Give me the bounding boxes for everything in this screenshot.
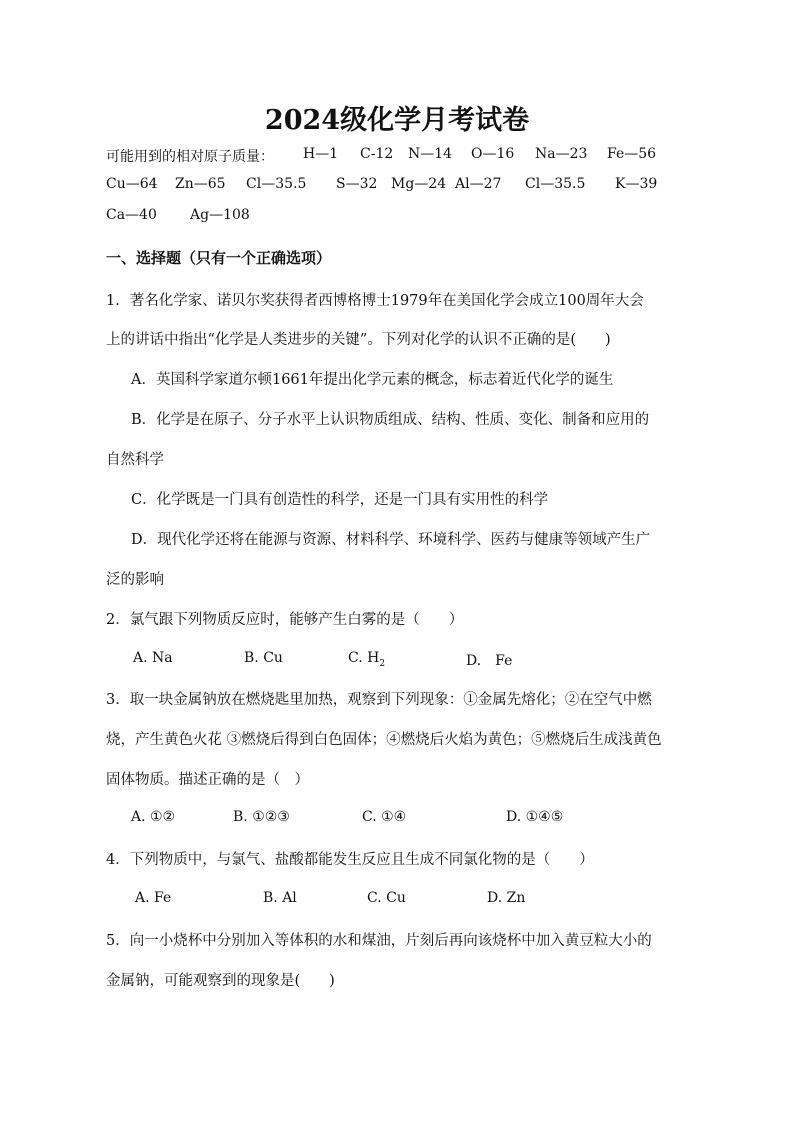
mass-zn: Zn—65: [175, 176, 226, 192]
mass-al: Al—27: [455, 176, 502, 192]
mass-fe: Fe—56: [607, 146, 657, 162]
q2-option-d: D. Fe: [466, 653, 513, 669]
q5-stem-line2: 金属钠，可能观察到的现象是( ): [106, 973, 335, 989]
mass-n: N—14: [408, 146, 453, 162]
q1-option-d-line2: 泛的影响: [106, 572, 164, 588]
q2-stem: 2．氯气跟下列物质反应时，能够产生白雾的是（ ）: [106, 612, 464, 628]
q4-stem: 4．下列物质中，与氯气、盐酸都能发生反应且生成不同氯化物的是（ ）: [106, 852, 594, 868]
q2-option-c: [348, 650, 385, 669]
q5-stem-line1: 5．向一小烧杯中分别加入等体积的水和煤油，片刻后再向该烧杯中加入黄豆粒大小的: [106, 933, 652, 949]
mass-c: C-12: [360, 146, 394, 162]
exam-title: 2024级化学月考试卷: [264, 105, 530, 136]
section-heading: 一、选择题（只有一个正确选项）: [106, 249, 332, 267]
q3-stem-line2: 烧，产生黄色火花 ③燃烧后得到白色固体；④燃烧后火焰为黄色；⑤燃烧后生成浅黄色: [106, 732, 662, 748]
q3-option-a: A. ①②: [131, 809, 176, 825]
q1-option-a: A．英国科学家道尔顿1661年提出化学元素的概念，标志着近代化学的诞生: [131, 372, 614, 388]
mass-cl: Cl—35.5: [246, 176, 307, 192]
q4-option-c: C. Cu: [367, 890, 406, 906]
mass-cl-2: Cl—35.5: [525, 176, 586, 192]
q3-option-c: C. ①④: [362, 809, 407, 825]
mass-ca: Ca—40: [106, 207, 157, 223]
q3-option-d: D. ①④⑤: [506, 809, 564, 825]
mass-o: O—16: [471, 146, 515, 162]
q2-option-c-subscript: 2: [379, 658, 386, 669]
mass-mg: Mg—24: [391, 176, 447, 192]
q1-stem-line1: 1．著名化学家、诺贝尔奖获得者西博格博士1979年在美国化学会成立100周年大会: [106, 293, 644, 309]
q3-stem-line3: 固体物质。描述正确的是（ ）: [106, 772, 309, 788]
q4-option-b: B. Al: [263, 890, 297, 906]
mass-na: Na—23: [535, 146, 588, 162]
mass-ag: Ag—108: [190, 207, 250, 223]
q4-option-a: A. Fe: [135, 890, 172, 906]
q2-option-b: B. Cu: [244, 650, 283, 666]
q1-option-d-line1: D．现代化学还将在能源与资源、材料科学、环境科学、医药与健康等领域产生广: [131, 532, 651, 548]
atomic-mass-label: 可能用到的相对原子质量：: [106, 149, 274, 165]
q4-option-d: D. Zn: [487, 890, 526, 906]
q2-option-c-text: C. H: [348, 650, 380, 666]
mass-cu: Cu—64: [106, 176, 158, 192]
mass-s: S—32: [336, 176, 378, 192]
q1-stem-line2: 上的讲话中指出“化学是人类进步的关键”。下列对化学的认识不正确的是( ): [106, 332, 611, 348]
q2-option-a: A. Na: [133, 650, 173, 666]
mass-h: H—1: [303, 146, 339, 162]
q1-option-b-line2: 自然科学: [106, 452, 164, 468]
q3-option-b: B. ①②③: [233, 809, 290, 825]
q1-option-c: C．化学既是一门具有创造性的科学，还是一门具有实用性的科学: [131, 492, 549, 508]
q1-option-b-line1: B．化学是在原子、分子水平上认识物质组成、结构、性质、变化、制备和应用的: [131, 412, 650, 428]
q3-stem-line1: 3．取一块金属钠放在燃烧匙里加热，观察到下列现象：①金属先熔化；②在空气中燃: [106, 692, 652, 708]
mass-k: K—39: [615, 176, 658, 192]
